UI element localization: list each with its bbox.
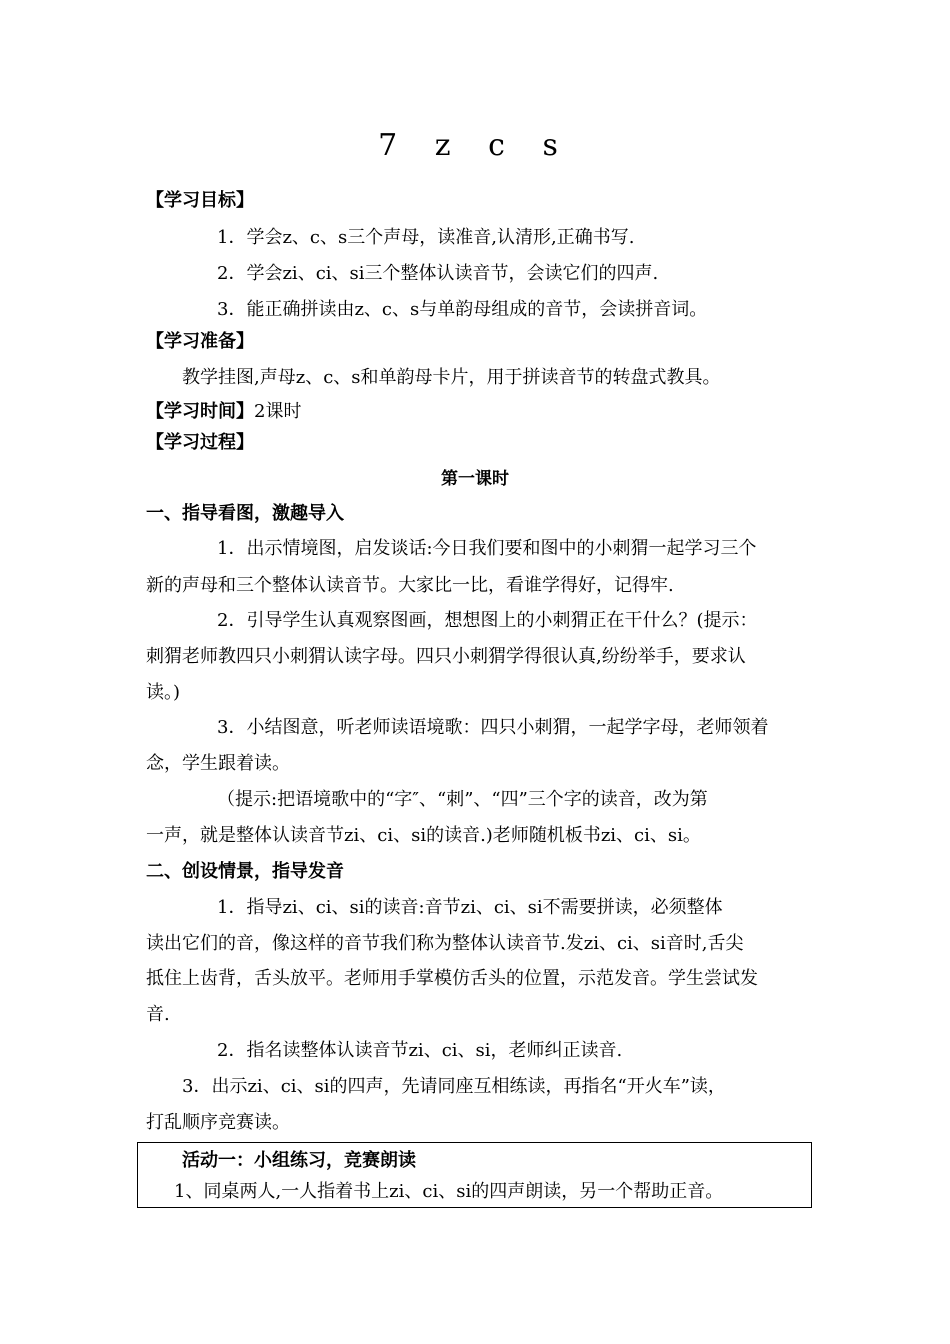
paragraph-line: 抵住上齿背，舌头放平。老师用手掌模仿舌头的位置，示范发音。学生尝试发 <box>146 968 758 989</box>
paragraph-line: 一声，就是整体认读音节zi、ci、si的读音.)老师随机板书zi、ci、si。 <box>146 825 701 846</box>
activity-title: 活动一：小组练习，竞赛朗读 <box>182 1150 416 1171</box>
paragraph-line: 2．引导学生认真观察图画，想想图上的小刺猬正在干什么？(提示： <box>217 610 758 631</box>
paragraph-line: 读。) <box>146 682 181 703</box>
paragraph-line: 打乱顺序竞赛读。 <box>146 1112 290 1133</box>
activity-box <box>137 1142 812 1208</box>
goal-item-3: 3．能正确拼读由z、c、s与单韵母组成的音节，会读拼音词。 <box>217 299 708 320</box>
paragraph-line: 2．指名读整体认读音节zi、ci、si，老师纠正读音. <box>217 1040 623 1061</box>
paragraph-line: 刺猬老师教四只小刺猬认读字母。四只小刺猬学得很认真,纷纷举手，要求认 <box>146 646 746 667</box>
time-heading: 【学习时间】 <box>146 401 254 422</box>
goal-item-2: 2．学会zi、ci、si三个整体认读音节，会读它们的四声. <box>217 263 659 284</box>
prep-text: 教学挂图,声母z、c、s和单韵母卡片，用于拼读音节的转盘式教具。 <box>182 367 721 388</box>
paragraph-line: 3．出示zi、ci、si的四声，先请同座互相练读，再指名“开火车”读， <box>182 1076 726 1097</box>
paragraph-line: 新的声母和三个整体认读音节。大家比一比，看谁学得好，记得牢. <box>146 575 674 596</box>
time-value: 2课时 <box>254 401 302 422</box>
paragraph-line: （提示:把语境歌中的“字″、“刺”、“四”三个字的读音，改为第 <box>217 789 708 810</box>
paragraph-line: 3．小结图意，听老师读语境歌：四只小刺猬，一起学字母，老师领着 <box>217 717 769 738</box>
process-heading: 【学习过程】 <box>146 432 254 453</box>
paragraph-line: 读出它们的音，像这样的音节我们称为整体认读音节.发zi、ci、si音时,舌尖 <box>146 933 744 954</box>
paragraph-line: 1．指导zi、ci、si的读音:音节zi、ci、si不需要拼读，必须整体 <box>217 897 723 918</box>
part1-heading: 一、指导看图，激趣导入 <box>146 503 344 524</box>
paragraph-line: 音. <box>146 1004 170 1025</box>
goal-item-1: 1．学会z、c、s三个声母，读准音,认清形,正确书写. <box>217 227 635 248</box>
activity-line: 1、同桌两人,一人指着书上zi、ci、si的四声朗读，另一个帮助正音。 <box>174 1181 724 1202</box>
paragraph-line: 1．出示情境图，启发谈话:今日我们要和图中的小刺猬一起学习三个 <box>217 538 757 559</box>
paragraph-line: 念，学生跟着读。 <box>146 753 290 774</box>
page-title: 7 z c s <box>378 128 572 163</box>
part2-heading: 二、创设情景，指导发音 <box>146 861 344 882</box>
goals-heading: 【学习目标】 <box>146 190 254 211</box>
prep-heading: 【学习准备】 <box>146 331 254 352</box>
lesson-title: 第一课时 <box>441 469 509 489</box>
